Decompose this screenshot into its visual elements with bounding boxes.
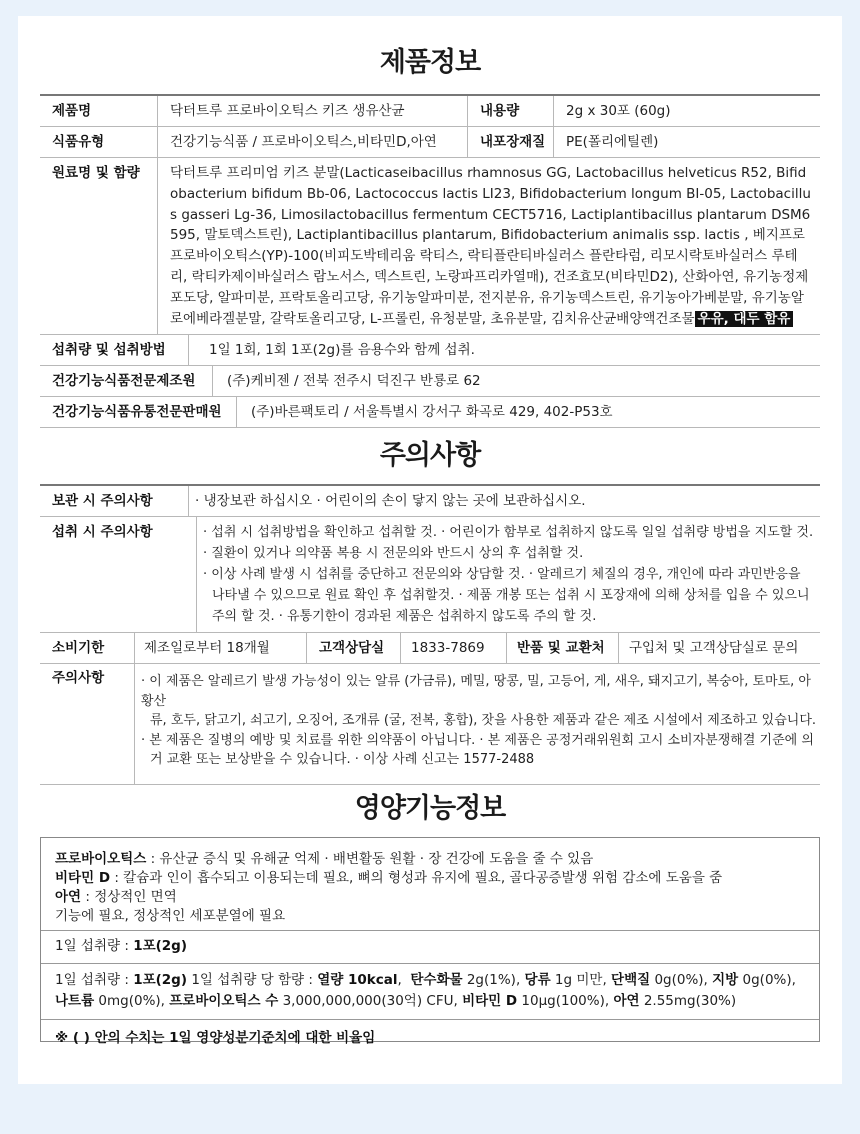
- sodium-term: 나트륨: [55, 993, 95, 1009]
- type-value: 건강기능식품 / 프로바이오틱스,비타민D,아연: [157, 127, 467, 157]
- functionality-block: [41, 838, 819, 931]
- ingredients-cell: [157, 158, 820, 334]
- name-value: 닥터트루 프로바이오틱스 키즈 생유산균: [157, 96, 467, 126]
- list-item: 류, 호두, 닭고기, 쇠고기, 오징어, 조개류 (굴, 전복, 홍합), 잣을 사용한 제품과 같은 제조 시설에서 제조하고 있습니다.: [150, 713, 817, 728]
- refund-label: 반품 및 교환처: [506, 633, 618, 663]
- probiotics-desc: : 유산균 증식 및 유해균 억제 · 배변활동 원활 · 장 건강에 도움을 줄 수 있음: [146, 851, 594, 867]
- table-row: [40, 397, 820, 428]
- allergen-badge: 우유, 대두 함유: [695, 311, 794, 327]
- ingredients-label: 원료명 및 함량: [52, 165, 140, 181]
- refund-value: 구입처 및 고객상담실로 문의: [618, 633, 820, 663]
- table-row: [40, 633, 820, 664]
- packaging-label: 내포장재질: [467, 127, 553, 157]
- ingredients-value: 닥터트루 프리미엄 키즈 분말(Lacticaseibacillus rhamnosus GG, Lactobacillus helveticus R52, Bifidobacterium bifidum Bb-06, Lactococcus lactis LI23, Bifidobacterium longum BI-05, Lactobacillus gasseri Lg-36, Limosilactobacillus fermentum CECT5716, Lactiplantibacillus plantarum DSM6595, 말토덱스트린), Lactiplantibacillus plantarum, Bifidobacterium animalis ssp. lactis , 베지프로 프로바이오틱스(YP)-100(비피도박테리움 락티스, 락티플란티바실러스 플란타럼, 리모시락토바실러스 루테리, 락티카제이바실러스 람노서스, 덱스트린, 노랑파프리카열매), 건조효모(비타민D2), 산화아연, 유기농정제포도당, 알파미분, 프락토올리고당, 유기농알파미분, 전지분유, 유기농덱스트린, 유기농아가베분말, 유기농알로에베라겔분말, 갈락토올리고당, L-프롤린, 유청분말, 초유분말, 김치유산균배양액건조물: [170, 165, 811, 327]
- probiotics-term: 프로바이오틱스: [55, 851, 147, 867]
- product-info-table: [40, 94, 820, 428]
- energy-term: 열량 10kcal: [317, 972, 398, 988]
- list-item: · 본 제품은 질병의 예방 및 치료를 위한 의약품이 아닙니다. · 본 제품은 공정거래위원회 고시 소비자분쟁해결 기준에 의: [141, 732, 814, 748]
- nutrition-title: 영양기능정보: [354, 793, 506, 824]
- table-row: [40, 127, 820, 158]
- nutrients-block: 1일 섭취량 : 1포(2g) 1일 섭취량 당 함량 : 열량 10kcal, 탄수화물 2g(1%), 당류 1g 미만, 단백질 0g(0%), 지방 0g(0%), 나트륨 0mg(0%), 프로바이오틱스 수 3,000,000,000(30억) CFU, 비타민 D 10μg(100%), 아연 2.55mg(30%): [41, 964, 819, 1020]
- volume-value: 2g x 30포 (60g): [553, 96, 820, 126]
- distributor-value: (주)바른팩토리 / 서울특별시 강서구 화곡로 429, 402-P53호: [236, 397, 820, 427]
- cautions-title: 주의사항: [379, 440, 481, 471]
- zinc-amount-term: 아연: [613, 993, 640, 1009]
- cs-value: 1833-7869: [400, 633, 506, 663]
- expiry-value: 제조일로부터 18개월: [134, 633, 306, 663]
- intake-value: 1일 1회, 1회 1포(2g)를 음용수와 함께 섭취.: [188, 335, 820, 365]
- detail-basis: 1일 섭취량 당 함량 :: [187, 972, 318, 988]
- probiotic-count-term: 프로바이오틱스 수: [169, 993, 279, 1009]
- intake-label: 섭취량 및 섭취방법: [52, 342, 166, 359]
- footnote-block: [41, 1020, 819, 1057]
- detail-prefix: 1일 섭취량 :: [55, 972, 134, 988]
- serving-label: 1일 섭취량 :: [55, 938, 134, 954]
- zinc-amount-value: 2.55mg(30%): [639, 993, 737, 1009]
- notice-value: [134, 664, 820, 784]
- expiry-label: 소비기한: [52, 640, 105, 656]
- serving-value: 1포(2g): [133, 938, 188, 954]
- list-item: 주의 할 것. · 유통기한이 경과된 제품은 섭취하지 않도록 주의 할 것.: [212, 609, 597, 624]
- table-row: [40, 335, 820, 366]
- table-row: [40, 158, 820, 335]
- storage-value: · 냉장보관 하십시오 · 어린이의 손이 닿지 않는 곳에 보관하십시오.: [188, 486, 820, 516]
- footnote: ※ ( ) 안의 수치는 1일 영양성분기준치에 대한 비율임: [55, 1030, 376, 1046]
- list-item: 거 교환 또는 보상받을 수 있습니다. · 이상 사례 신고는 1577-2488: [150, 752, 535, 767]
- vitd-amount-term: 비타민 D: [462, 993, 518, 1009]
- table-row: [40, 366, 820, 397]
- intake-caution-label: 섭취 시 주의사항: [52, 524, 153, 540]
- table-row: [40, 96, 820, 127]
- table-row: [40, 517, 820, 633]
- zinc-desc: : 정상적인 면역: [81, 889, 177, 905]
- sodium-value: 0mg(0%),: [94, 993, 170, 1009]
- carb-term: 탄수화물: [410, 972, 463, 988]
- vitd-desc: : 칼슘과 인이 흡수되고 이용되는데 필요, 뼈의 형성과 유지에 필요, 골다공증발생 위험 감소에 도움을 줌: [110, 870, 723, 886]
- type-label: 식품유형: [52, 134, 105, 150]
- carb-value: 2g(1%),: [462, 972, 525, 988]
- cautions-table: [40, 484, 820, 785]
- info-card: [18, 16, 842, 1084]
- probiotic-count-value: 3,000,000,000(30억) CFU,: [278, 993, 463, 1009]
- zinc-term: 아연: [55, 889, 82, 905]
- table-row: [40, 664, 820, 785]
- product-info-title: 제품정보: [379, 47, 481, 78]
- list-item: · 이 제품은 알레르기 발생 가능성이 있는 알류 (가금류), 메밀, 땅콩, 밀, 고등어, 게, 새우, 돼지고기, 복숭아, 토마토, 아황산: [141, 674, 811, 709]
- table-row: [40, 486, 820, 517]
- storage-label: 보관 시 주의사항: [52, 493, 153, 509]
- list-item: · 섭취 시 섭취방법을 확인하고 섭취할 것. · 어린이가 함부로 섭취하지 않도록 일일 섭취량 방법을 지도할 것.: [203, 525, 814, 540]
- fat-value: 0g(0%),: [738, 972, 796, 988]
- volume-label: 내용량: [467, 96, 553, 126]
- distributor-label: 건강기능식품유통전문판매원: [52, 404, 222, 421]
- name-label: 제품명: [52, 103, 92, 119]
- list-item: · 이상 사례 발생 시 섭취를 중단하고 전문의와 상담할 것. · 알레르기 체질의 경우, 개인에 따라 과민반응을: [203, 567, 801, 582]
- cs-label: 고객상담실: [306, 633, 400, 663]
- intake-caution-value: [196, 517, 820, 632]
- protein-value: 0g(0%),: [650, 972, 713, 988]
- vitd-term: 비타민 D: [55, 870, 111, 886]
- list-item: · 질환이 있거나 의약품 복용 시 전문의와 반드시 상의 후 섭취할 것.: [203, 546, 584, 561]
- list-item: 나타낼 수 있으므로 원료 확인 후 섭취할것. · 제품 개봉 또는 섭취 시 포장재에 의해 상처를 입을 수 있으니: [212, 588, 810, 603]
- sugar-term: 당류: [524, 972, 551, 988]
- manufacturer-value: (주)케비젠 / 전북 전주시 덕진구 반룡로 62: [212, 366, 820, 396]
- packaging-value: PE(폴리에틸렌): [553, 127, 820, 157]
- protein-term: 단백질: [611, 972, 651, 988]
- serving-block: [41, 931, 819, 964]
- manufacturer-label: 건강기능식품전문제조원: [52, 373, 196, 390]
- zinc-desc-2: 기능에 필요, 정상적인 세포분열에 필요: [55, 908, 286, 924]
- fat-term: 지방: [712, 972, 739, 988]
- detail-serving: 1포(2g): [133, 972, 188, 988]
- notice-label: 주의사항: [52, 670, 105, 686]
- vitd-amount-value: 10μg(100%),: [517, 993, 614, 1009]
- nutrition-box: [40, 837, 820, 1046]
- sugar-value: 1g 미만,: [550, 972, 612, 988]
